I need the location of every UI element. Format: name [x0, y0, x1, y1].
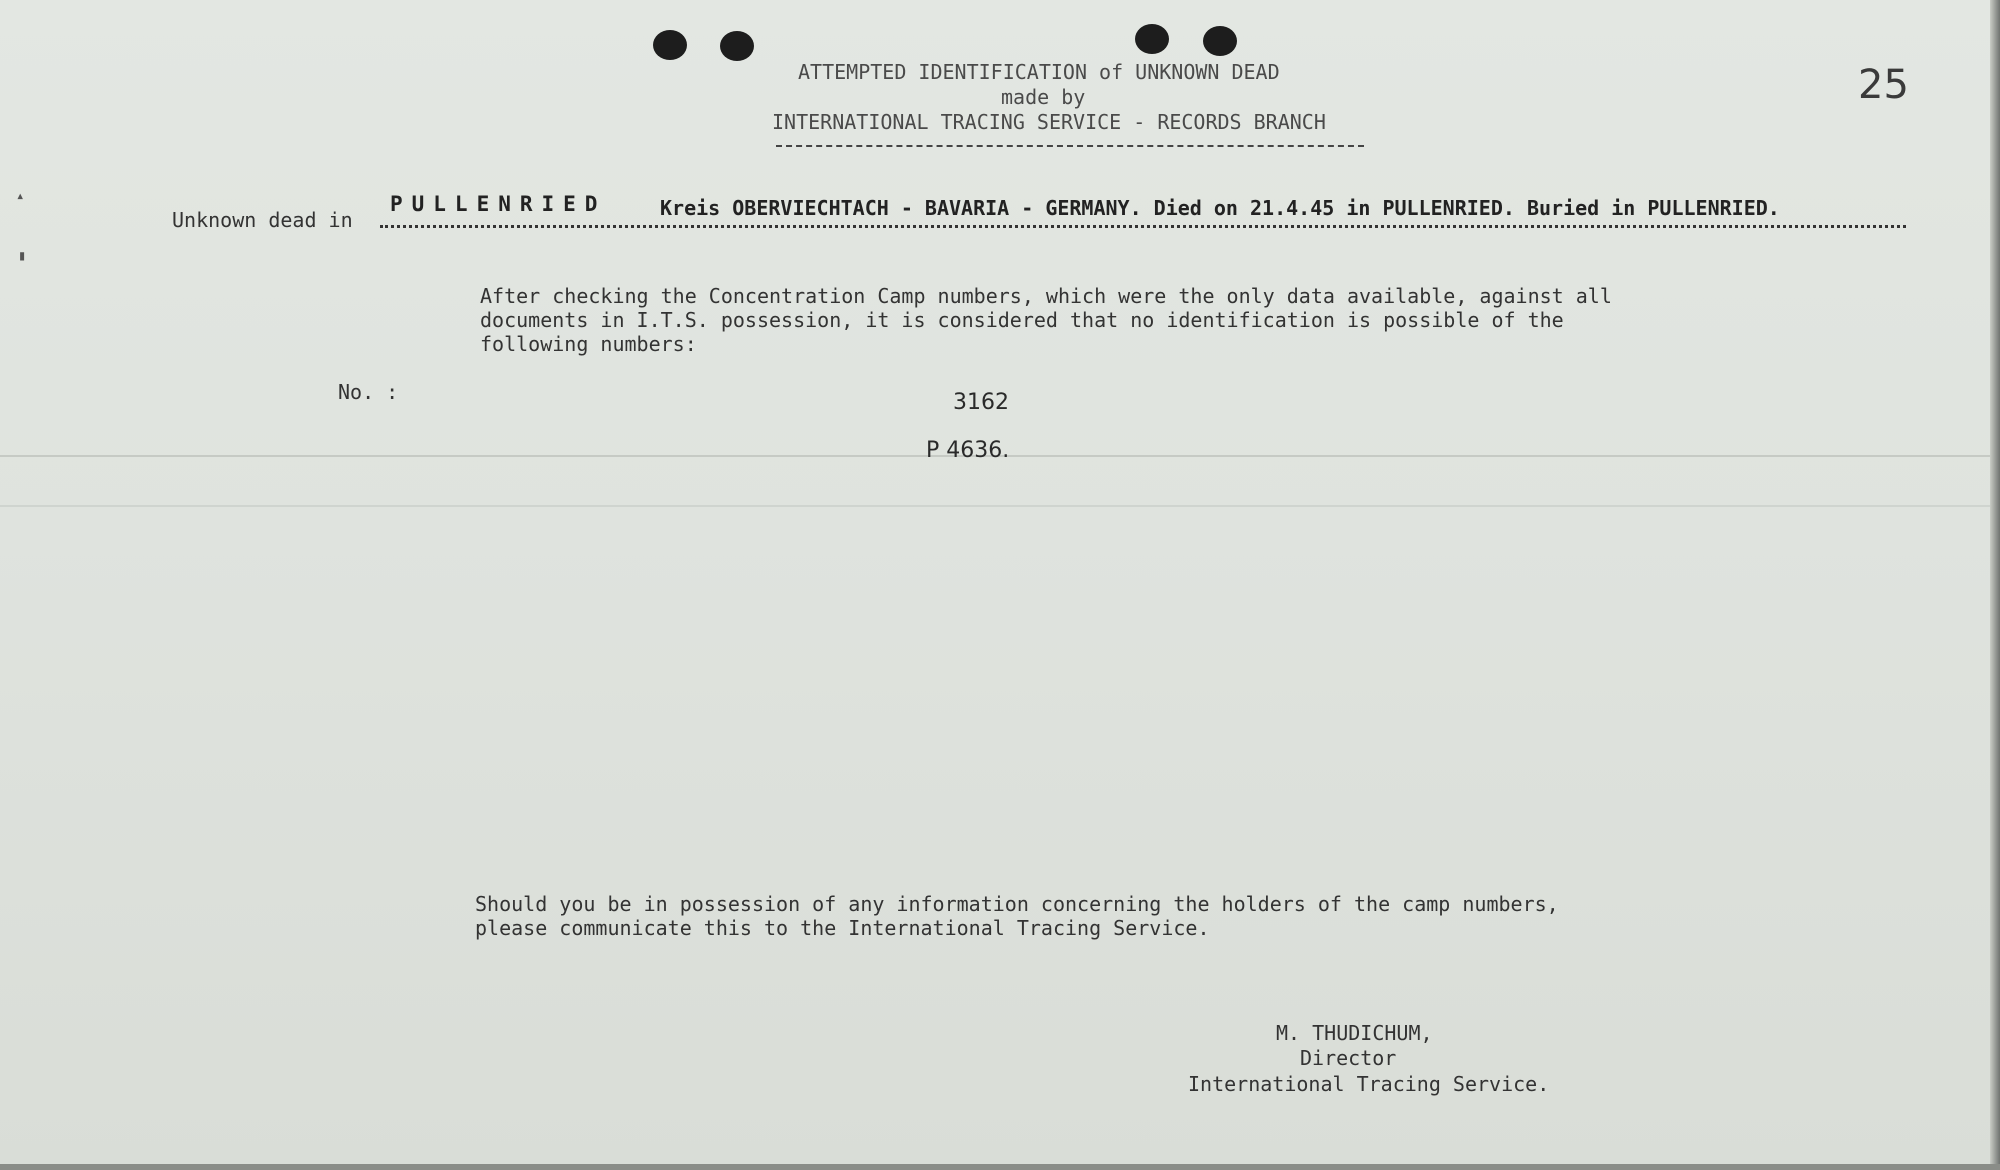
punch-hole	[720, 31, 754, 61]
punch-hole	[1135, 24, 1169, 54]
card-edge	[0, 1164, 2000, 1170]
header-underline	[776, 145, 1364, 147]
page-number: 25	[1858, 62, 1909, 108]
location-details: Kreis OBERVIECHTACH - BAVARIA - GERMANY. Died on 21.4.45 in PULLENRIED. Buried in PULLENRIED.	[660, 196, 1780, 220]
intro-line-2: documents in I.T.S. possession, it is considered that no identification is possible of the	[480, 308, 1564, 332]
intro-line-3: following numbers:	[480, 332, 697, 356]
request-line-2: please communicate this to the International Tracing Service.	[475, 916, 1210, 940]
request-line-1: Should you be in possession of any information concerning the holders of the camp numbers,	[475, 892, 1559, 916]
location-place: PULLENRIED	[390, 192, 607, 216]
dotted-fill-line	[380, 225, 1906, 228]
margin-mark: ▴	[16, 188, 25, 204]
numbers-label: No. :	[338, 380, 399, 404]
camp-number: P 4636.	[926, 438, 1010, 463]
punch-hole	[653, 30, 687, 60]
camp-number: 3162	[953, 390, 1009, 415]
card-edge	[1990, 0, 2000, 1170]
paper-crease	[0, 505, 2000, 507]
signatory-name: M. THUDICHUM,	[1276, 1021, 1433, 1045]
document-title: ATTEMPTED IDENTIFICATION of UNKNOWN DEAD	[798, 60, 1280, 84]
location-label: Unknown dead in	[172, 208, 353, 232]
margin-mark: ▮	[18, 248, 27, 264]
signatory-title: Director	[1300, 1046, 1397, 1070]
intro-line-1: After checking the Concentration Camp numbers, which were the only data available, against all	[480, 284, 1612, 308]
punch-hole	[1203, 26, 1237, 56]
document-subtitle: made by	[1001, 85, 1086, 109]
issuing-organization: INTERNATIONAL TRACING SERVICE - RECORDS BRANCH	[772, 110, 1326, 134]
signatory-organization: International Tracing Service.	[1188, 1072, 1550, 1096]
